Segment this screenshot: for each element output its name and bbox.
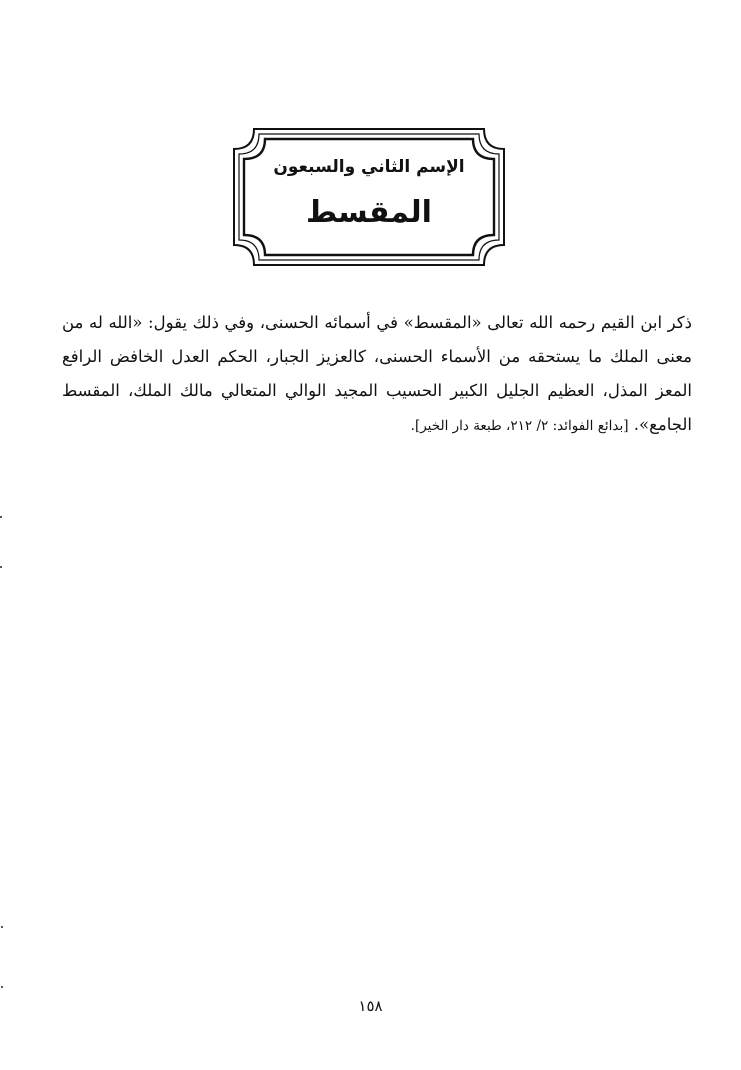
scan-speck: [0, 566, 2, 568]
body-paragraph: [62, 306, 692, 443]
page-number: ١٥٨: [358, 997, 383, 1015]
scan-speck: [1, 986, 3, 988]
chapter-title-frame: [232, 127, 506, 267]
source-citation: [بدائع الفوائد: ٢/ ٢١٢، طبعة دار الخير].: [410, 418, 629, 434]
scan-speck: [1, 926, 3, 928]
divine-name-heading: المقسط: [306, 195, 432, 230]
quote-text: ذكر ابن القيم رحمه الله تعالى «المقسط» في أسمائه الحسنى، وفي ذلك يقول: «الله له من معنى الملك ما يستحقه من الأسماء الحسنى، كالعزيز الجبار، الحكم العدل الخافض الرافع المعز المذل، العظيم الجليل الكبير الحسيب المجيد الوالي المتعالي مالك الملك، المقسط الجامع».: [62, 313, 692, 434]
chapter-label: الإسم الثاني والسبعون: [273, 157, 465, 177]
scan-speck: [0, 516, 2, 518]
